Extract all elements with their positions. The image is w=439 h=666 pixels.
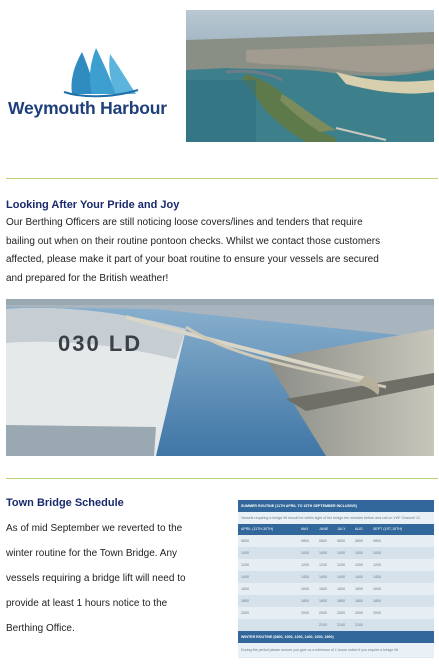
schedule-header-cell: SEPT (1ST-15TH) [373,527,403,531]
schedule-cell: 1600 [319,587,327,591]
schedule-row [238,619,434,631]
schedule-cell: 1800 [301,599,309,603]
schedule-cell: 1600 [355,587,363,591]
schedule-title: SUMMER ROUTINE (11TH APRIL TO 15TH SEPTEMBER INCLUSIVE) [238,500,434,512]
logo-text: Weymouth Harbour [8,98,167,118]
section-divider [6,478,438,479]
bridge-line: vessels requiring a bridge lift will need to [6,573,186,584]
schedule-header-cell: JUNE [319,527,329,531]
schedule-cell: 1600 [373,587,381,591]
header-banner [6,10,434,142]
schedule-cell: 0800 [337,539,345,543]
schedule-cell: 1800 [319,599,327,603]
schedule-body [238,535,434,631]
schedule-row [238,547,434,559]
schedule-cell: 1200 [241,563,249,567]
schedule-cell: 0800 [301,539,309,543]
schedule-cell: 2000 [241,611,249,615]
section-divider [6,178,438,179]
schedule-cell: 2000 [355,611,363,615]
schedule-cell: 1400 [241,575,249,579]
schedule-cell: 2100 [319,623,327,627]
schedule-cell: 2100 [337,623,345,627]
schedule-cell: 2000 [373,611,381,615]
schedule-row [238,571,434,583]
schedule-cell: 1800 [241,599,249,603]
schedule-cell: 0800 [319,539,327,543]
schedule-row [238,559,434,571]
schedule-cell: 1400 [301,575,309,579]
pride-heading: Looking After Your Pride and Joy [6,199,180,211]
schedule-cell: 1200 [319,563,327,567]
pride-line: and prepared for the British weather! [6,272,169,284]
schedule-cell: 1600 [301,587,309,591]
schedule-note: Vessels requiring a bridge lift should be within sight of the bridge ten minutes before and call on VHF Channel 12 [238,512,434,524]
schedule-cell: 0800 [241,539,249,543]
schedule-cell: 1400 [355,575,363,579]
schedule-header-cell: JULY [337,527,346,531]
schedule-cell: 1000 [373,551,381,555]
schedule-cell: 1200 [355,563,363,567]
schedule-header-row [238,524,434,535]
schedule-cell: 1000 [241,551,249,555]
schedule-cell: 2000 [301,611,309,615]
bridge-line: Berthing Office. [6,623,75,634]
schedule-cell [298,619,316,631]
pride-line: affected, please make it part of your boat routine to ensure your vessels are secured [6,254,379,266]
schedule-cell: 1000 [301,551,309,555]
schedule-cell: 2000 [337,611,345,615]
bridge-line: provide at least 1 hours notice to the [6,598,168,609]
schedule-cell: 1200 [337,563,345,567]
aerial-harbour-photo [186,10,434,142]
schedule-cell: 0800 [373,539,381,543]
schedule-cell: 1400 [319,575,327,579]
schedule-cell: 1800 [355,599,363,603]
schedule-cell: 1000 [337,551,345,555]
schedule-cell: 1600 [241,587,249,591]
schedule-row [238,595,434,607]
schedule-cell: 1800 [373,599,381,603]
pride-line: bailing out when on their routine pontoon checks. Whilst we contact those customers [6,235,381,247]
schedule-cell [238,619,298,631]
hull-number: 030 LD [58,331,143,356]
schedule-footer-note: During the period please ensure you give us a minimum of 1 hours notice if you require a bridge lift. [238,643,434,657]
bridge-schedule-table [238,500,434,658]
schedule-row [238,583,434,595]
boat-mooring-photo [6,299,434,456]
schedule-cell: 1000 [355,551,363,555]
bridge-heading: Town Bridge Schedule [6,497,124,509]
schedule-winter-row: WINTER ROUTINE (0800, 1000, 1200, 1400, 1600, 1800) [238,631,434,643]
schedule-cell [370,619,434,631]
schedule-cell: 2000 [319,611,327,615]
schedule-cell: 0800 [355,539,363,543]
schedule-cell: 1800 [337,599,345,603]
bridge-line: winter routine for the Town Bridge. Any [6,548,178,559]
schedule-header-cell: MAY [301,527,309,531]
sails-icon [52,46,142,98]
schedule-cell: 1600 [337,587,345,591]
schedule-cell: 1000 [319,551,327,555]
schedule-cell: 2100 [355,623,363,627]
schedule-header-cell: APRIL (11TH-30TH) [241,527,274,531]
schedule-cell: 1400 [337,575,345,579]
bridge-paragraph [6,516,226,641]
schedule-header-cell: AUG [355,527,363,531]
weymouth-harbour-logo[interactable] [6,10,186,142]
schedule-row [238,535,434,547]
schedule-cell: 1200 [301,563,309,567]
schedule-cell: 1400 [373,575,381,579]
schedule-row [238,607,434,619]
bridge-line: As of mid September we reverted to the [6,523,183,534]
pride-line: Our Berthing Officers are still noticing loose covers/lines and tenders that require [6,217,363,228]
schedule-cell: 1200 [373,563,381,567]
pride-paragraph [6,214,380,288]
